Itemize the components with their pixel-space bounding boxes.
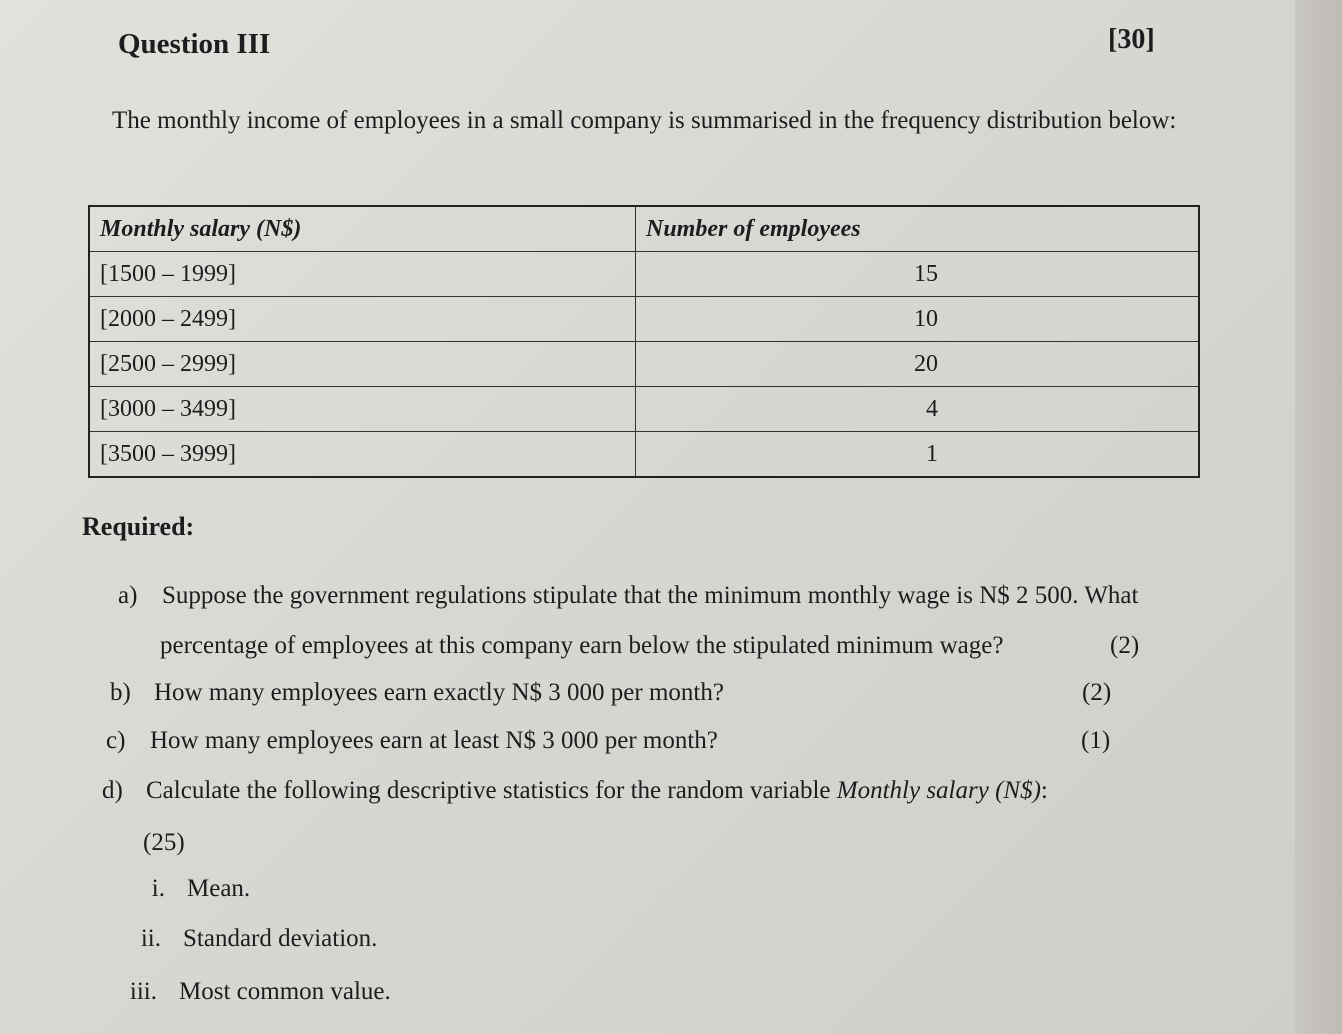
table-row	[89, 387, 1199, 432]
question-a	[118, 575, 1258, 617]
question-text: Calculate the following descriptive statistics for the random variable	[146, 777, 837, 804]
sub-item-number: i.	[151, 875, 165, 902]
required-label: Required:	[82, 512, 195, 541]
question-title: Question III	[118, 28, 271, 60]
sub-item-mode	[92, 978, 391, 1006]
question-text-line1: Suppose the government regulations stipulate that the minimum monthly wage is N$ 2 500. What	[162, 582, 1139, 609]
question-letter: d)	[102, 777, 123, 804]
salary-range: [2500 – 2999]	[89, 342, 636, 387]
column-header-salary: Monthly salary (N$)	[89, 206, 636, 252]
salary-range: [2000 – 2499]	[89, 297, 636, 342]
sub-item-text: Most common value.	[179, 978, 391, 1005]
sub-item-text: Standard deviation.	[183, 925, 378, 952]
question-d-points	[143, 822, 185, 864]
question-points: (1)	[1081, 727, 1111, 754]
total-marks: [30]	[1108, 24, 1155, 55]
column-header-employees: Number of employees	[636, 206, 1200, 252]
sub-item-number: ii.	[140, 925, 161, 952]
variable-name: Monthly salary (N$)	[836, 777, 1041, 804]
table-header-row	[89, 206, 1199, 252]
employee-count: 4	[636, 387, 1200, 432]
employee-count: 10	[636, 297, 1200, 342]
question-text-end: :	[1040, 777, 1048, 804]
question-b	[110, 672, 1210, 714]
table-row	[89, 297, 1199, 342]
question-letter: a)	[118, 582, 138, 609]
employee-count: 15	[636, 252, 1200, 297]
intro-text: The monthly income of employees in a small company is summarised in the frequency distribution below:	[112, 107, 1177, 134]
table-row	[89, 252, 1199, 297]
salary-range: [3500 – 3999]	[89, 432, 636, 478]
employee-count: 20	[636, 342, 1200, 387]
employee-count: 1	[636, 432, 1200, 478]
question-text: How many employees earn at least N$ 3 000 per month?	[150, 727, 718, 754]
question-points: (25)	[143, 829, 185, 856]
question-letter: b)	[110, 679, 131, 706]
sub-item-text: Mean.	[187, 875, 251, 902]
question-a-continued	[160, 625, 1260, 667]
salary-range: [1500 – 1999]	[89, 252, 636, 297]
sub-item-mean	[100, 875, 250, 903]
frequency-table	[88, 205, 1200, 478]
page-edge	[1295, 0, 1342, 1034]
table-row	[89, 342, 1199, 387]
table-row	[89, 432, 1199, 478]
question-letter: c)	[106, 727, 126, 754]
question-c	[106, 720, 1206, 762]
salary-range: [3000 – 3499]	[89, 387, 636, 432]
question-points: (2)	[1110, 632, 1140, 659]
question-text: How many employees earn exactly N$ 3 000 per month?	[154, 679, 724, 706]
question-text-line2: percentage of employees at this company earn below the stipulated minimum wage?	[160, 632, 1004, 659]
sub-item-standard-deviation	[96, 925, 377, 953]
question-points: (2)	[1082, 679, 1112, 706]
sub-item-number: iii.	[129, 978, 157, 1005]
question-d	[102, 770, 1272, 812]
